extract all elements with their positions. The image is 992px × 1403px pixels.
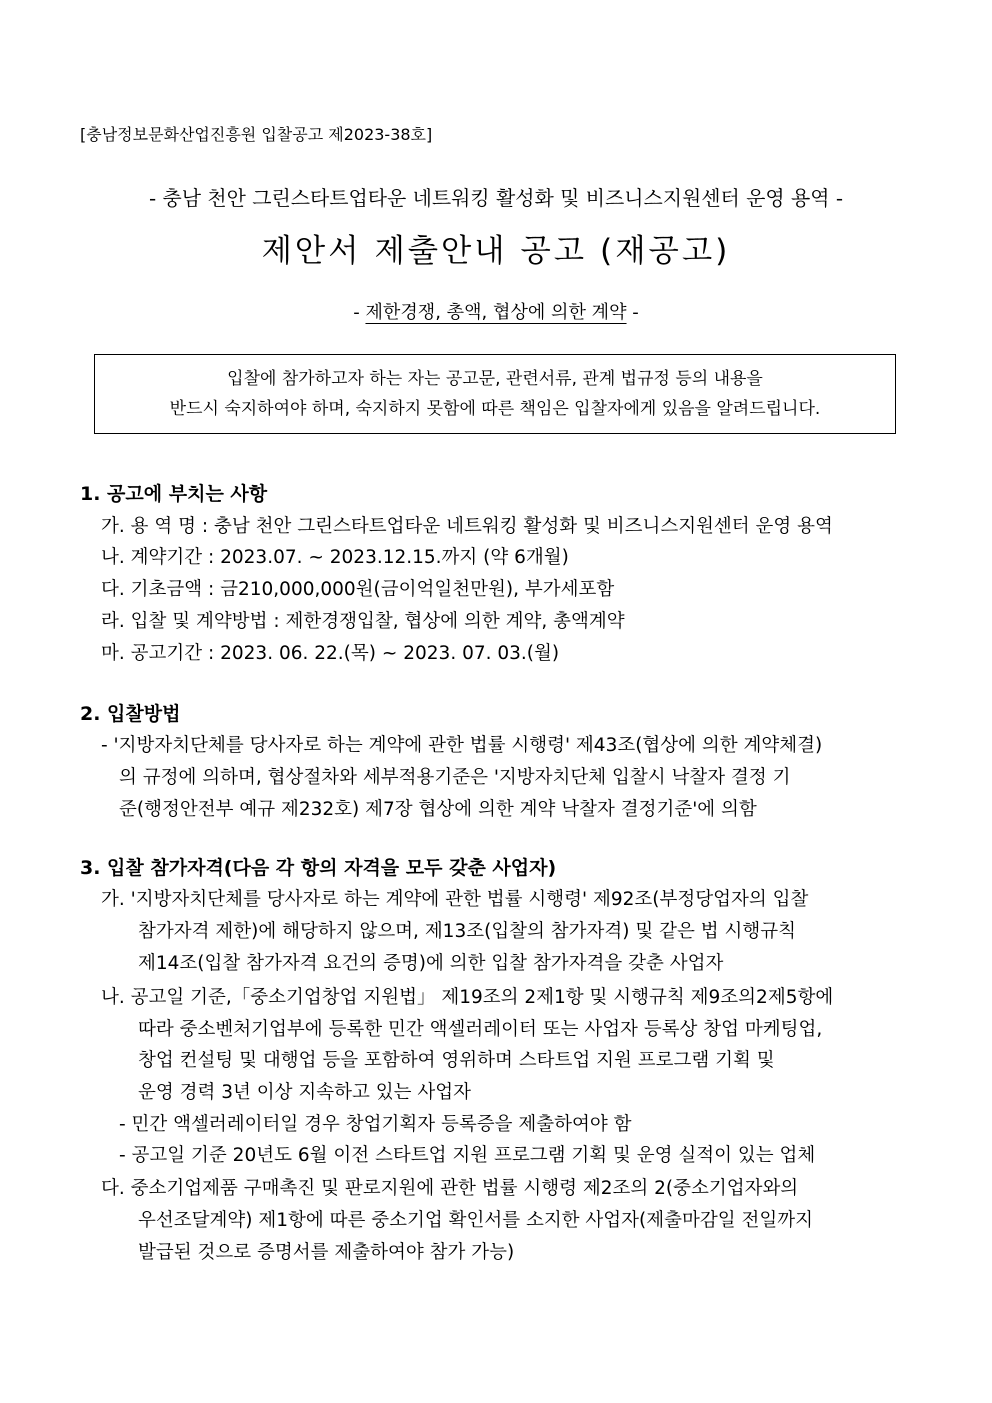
notice-box	[94, 354, 896, 434]
section2-line: 의 규정에 의하며, 협상절차와 세부적용기준은 '지방자치단체 입찰시 낙찰자 결정 기	[119, 767, 791, 788]
section1-heading: 1. 공고에 부치는 사항	[80, 483, 268, 505]
section1-item: 다. 기초금액 : 금210,000,000원(금이억일천만원), 부가세포함	[101, 579, 615, 600]
section3-item-da: 우선조달계약) 제1항에 따른 중소기업 확인서를 소지한 사업자(제출마감일 전일까지	[138, 1210, 813, 1231]
section3-item-na: 창업 컨설팅 및 대행업 등을 포함하여 영위하며 스타트업 지원 프로그램 기획 및	[138, 1050, 775, 1071]
method-suffix: -	[626, 302, 639, 323]
section3-heading: 3. 입찰 참가자격(다음 각 항의 자격을 모두 갖춘 사업자)	[80, 857, 557, 879]
section3-item-na: 따라 중소벤처기업부에 등록한 민간 액셀러레이터 또는 사업자 등록상 창업 마케팅업,	[138, 1019, 823, 1040]
section3-na-subitem: - 공고일 기준 20년도 6월 이전 스타트업 지원 프로그램 기획 및 운영 실적이 있는 업체	[119, 1145, 816, 1166]
section1-item: 가. 용 역 명 : 충남 천안 그린스타트업타운 네트워킹 활성화 및 비즈니스지원센터 운영 용역	[101, 516, 833, 537]
contract-method-line	[0, 298, 992, 324]
document-title: 제안서 제출안내 공고 (재공고)	[261, 233, 731, 269]
method-prefix: -	[353, 302, 366, 323]
section3-item-ga: 제14조(입찰 참가자격 요건의 증명)에 의한 입찰 참가자격을 갖춘 사업자	[138, 953, 724, 974]
section2-line: - '지방자치단체를 당사자로 하는 계약에 관한 법률 시행령' 제43조(협상에 의한 계약체결)	[101, 735, 823, 756]
section1-item: 마. 공고기간 : 2023. 06. 22.(목) ~ 2023. 07. 03.(월)	[101, 643, 560, 664]
section3-na-subitem: - 민간 액셀러레이터일 경우 창업기획자 등록증을 제출하여야 함	[119, 1114, 632, 1135]
section3-item-na: 운영 경력 3년 이상 지속하고 있는 사업자	[138, 1082, 471, 1103]
section2-line: 준(행정안전부 예규 제232호) 제7장 협상에 의한 계약 낙찰자 결정기준'에 의함	[119, 799, 757, 820]
section3-item-ga: 가. '지방자치단체를 당사자로 하는 계약에 관한 법률 시행령' 제92조(부정당업자의 입찰	[101, 889, 809, 910]
section2-heading: 2. 입찰방법	[80, 703, 181, 725]
notice-box-line: 반드시 숙지하여야 하며, 숙지하지 못함에 따른 책임은 입찰자에게 있음을 알려드립니다.	[169, 399, 821, 419]
section1-item: 라. 입찰 및 계약방법 : 제한경쟁입찰, 협상에 의한 계약, 총액계약	[101, 611, 625, 632]
section3-item-da: 발급된 것으로 증명서를 제출하여야 참가 가능)	[138, 1242, 515, 1263]
notice-box-line: 입찰에 참가하고자 하는 자는 공고문, 관련서류, 관계 법규정 등의 내용을	[227, 369, 763, 389]
notice-number: [충남정보문화산업진흥원 입찰공고 제2023-38호]	[80, 125, 433, 144]
section3-item-na: 나. 공고일 기준,「중소기업창업 지원법」 제19조의 2제1항 및 시행규칙 제9조의2제5항에	[101, 987, 834, 1008]
section3-item-da: 다. 중소기업제품 구매촉진 및 판로지원에 관한 법률 시행령 제2조의 2(중소기업자와의	[101, 1178, 799, 1199]
contract-method: 제한경쟁, 총액, 협상에 의한 계약	[365, 302, 627, 323]
section3-item-ga: 참가자격 제한)에 해당하지 않으며, 제13조(입찰의 참가자격) 및 같은 법 시행규칙	[138, 921, 797, 942]
section1-item: 나. 계약기간 : 2023.07. ~ 2023.12.15.까지 (약 6개월)	[101, 547, 569, 568]
document-subtitle: - 충남 천안 그린스타트업타운 네트워킹 활성화 및 비즈니스지원센터 운영 용역 -	[148, 186, 844, 210]
